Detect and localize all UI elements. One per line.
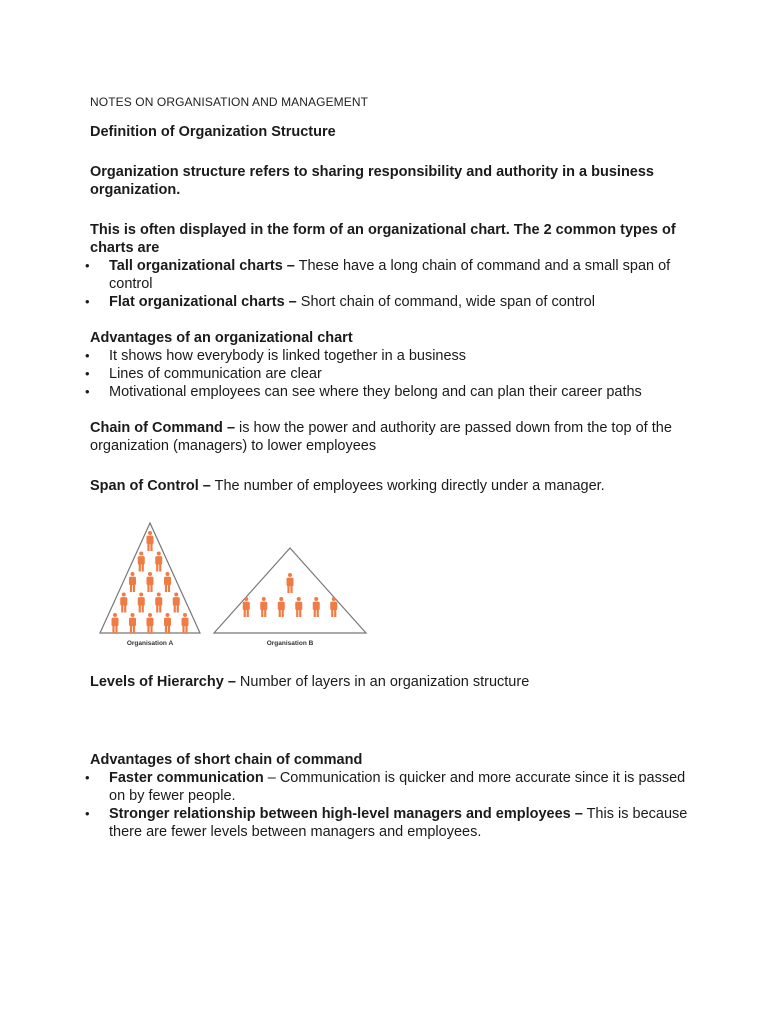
org-triangles-svg — [98, 515, 388, 655]
person-icon — [129, 613, 136, 633]
person-icon — [287, 573, 294, 593]
list-item: • Motivational employees can see where they belong and can plan their career paths — [90, 383, 690, 401]
person-icon — [164, 572, 171, 592]
term-tall-charts: Tall organizational charts – — [109, 258, 295, 274]
person-icon — [147, 572, 154, 592]
person-icon — [138, 593, 145, 613]
list-item: • Lines of communication are clear — [90, 365, 690, 383]
list-item — [90, 805, 690, 841]
person-icon — [138, 552, 145, 572]
list-item: • It shows how everybody is linked together in a business — [90, 347, 690, 365]
term-faster-communication: Faster communication — [109, 770, 264, 786]
desc-flat-charts: Short chain of command, wide span of control — [296, 294, 595, 310]
term-stronger-relationship: Stronger relationship between high-level managers and employees – — [109, 806, 583, 822]
person-icon — [147, 613, 154, 633]
definition-chain-of-command — [90, 419, 690, 455]
paragraph-chart-intro: This is often displayed in the form of an organizational chart. The 2 common types of charts are — [90, 222, 676, 256]
term-flat-charts: Flat organizational charts – — [109, 294, 297, 310]
definition-levels-of-hierarchy — [90, 673, 690, 691]
person-icon — [182, 613, 189, 633]
list-item — [90, 257, 690, 293]
person-icon — [278, 597, 285, 617]
chart-types-list — [90, 257, 690, 311]
document-top-note: NOTES ON ORGANISATION AND MANAGEMENT — [90, 95, 369, 109]
desc-stronger-relationship: This is because there are fewer levels between managers and employees. — [109, 806, 688, 840]
section-title-chart-advantages: Advantages of an organizational chart — [90, 330, 353, 346]
desc-tall-charts: These have a long chain of command and a small span of control — [109, 258, 671, 292]
caption-organisation-a: Organisation A — [126, 640, 174, 647]
list-item — [90, 769, 690, 805]
term-chain-of-command: Chain of Command – — [90, 420, 236, 436]
person-icon — [173, 593, 180, 613]
person-icon — [120, 593, 127, 613]
document-body — [90, 93, 690, 841]
person-icon — [295, 597, 302, 617]
term-span-of-control: Span of Control – — [90, 478, 211, 494]
triangle-organisation-b — [214, 548, 366, 633]
person-icon — [112, 613, 119, 633]
desc-chain-of-command: is how the power and authority are passed down from the top of the organization (managers) to lower employees — [90, 420, 672, 454]
list-item — [90, 293, 690, 311]
desc-span-of-control: The number of employees working directly under a manager. — [210, 478, 605, 494]
person-icon — [313, 597, 320, 617]
person-icon — [155, 552, 162, 572]
person-icon — [155, 593, 162, 613]
desc-faster-communication: – Communication is quicker and more accurate since it is passed on by fewer people. — [109, 770, 686, 804]
short-chain-advantages-list — [90, 769, 690, 841]
definition-span-of-control — [90, 477, 690, 495]
people-organisation-b — [243, 573, 338, 617]
term-levels-of-hierarchy: Levels of Hierarchy – — [90, 674, 236, 690]
chart-advantages-list — [90, 347, 690, 401]
person-icon — [129, 572, 136, 592]
section-title-short-chain-advantages: Advantages of short chain of command — [90, 752, 363, 768]
caption-organisation-b: Organisation B — [266, 640, 314, 647]
paragraph-structure-definition: Organization structure refers to sharing responsibility and authority in a business organization. — [90, 164, 654, 198]
org-structure-figure — [98, 515, 690, 655]
section-title-definition: Definition of Organization Structure — [90, 124, 336, 140]
person-icon — [260, 597, 267, 617]
desc-levels-of-hierarchy: Number of layers in an organization structure — [235, 674, 530, 690]
person-icon — [164, 613, 171, 633]
person-icon — [147, 531, 154, 551]
